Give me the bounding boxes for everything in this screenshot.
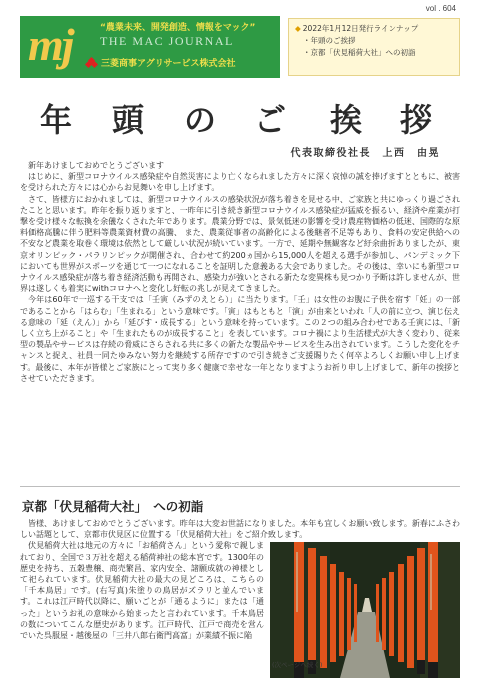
title-char: ご <box>254 101 287 139</box>
section-title: 京都「伏見稲荷大社」 への初詣 <box>22 499 204 514</box>
volume-number: vol . 604 <box>425 4 456 13</box>
logo: mj <box>28 19 73 70</box>
lineup-title-text: 2022年1月12日発行ラインナップ <box>302 24 419 33</box>
magazine-title: THE MAC JOURNAL <box>100 34 234 48</box>
lineup-item: ・年頭のご挨拶 <box>303 36 356 45</box>
tagline: “農業未来、開発創造、情報をマック” <box>100 23 256 33</box>
article-body <box>20 160 460 480</box>
paragraph: さて、皆様方におかれましては、新型コロナウイルスの感染状況が落ち着きを見せる中、ご家族と共にゆっくり過ごされたことと思います。昨年を振り返りますと、一昨年に引き続き新型コロナウイルス感染症が猛威を振るい、経済や産業が打撃を受け様々な転換を余儀なくされた年であります。農業分野では、景気低迷の影響を受け農産物価格の低迷、国際的な原料価格高騰に伴う肥料等農業資材費の高騰、 また、農業従事者の高齢化による後継者不足等もあり、食料の安定供給への不安など農業を取巻く環境は依然として厳しい状況が続いています。一方で、延期や無観客など紆余曲折ありましたが、東京オリンピック・パラリンピックが開催され、合わせて約200ヵ国から15,000人を超える選手が参加し、パンデミック下においても世界がスポーツを通じて一つになれることを証明した意義ある大会でありました。その後は、幸いにも新型コロナウイルス感染症が落ち着き経済活動も再開され、感染力が強いとされる新たな変異株も見つかり予断は許しませんが、世界は遂しくも着実にwithコロナへと変化し好転の兆しが見えてきました。 <box>20 194 460 294</box>
lineup-title <box>295 23 453 35</box>
title-char: 年 <box>40 101 73 139</box>
paragraph: 新年あけましておめでとうございます <box>28 161 164 170</box>
section-body <box>20 518 460 676</box>
paragraph: 皆様、あけましておめでとうございます。昨年は大変お世話になりました。本年も宜しくお願い致します。新春にふさわしい話題として、京都市伏見区に位置する「伏見稲荷大社」をご紹介致します。 <box>20 519 460 540</box>
title-char: 頭 <box>112 101 145 139</box>
lineup-item: ・京都「伏見稲荷大社」への初詣 <box>303 48 416 57</box>
title-char: 拶 <box>400 101 433 139</box>
diamond-bullet-icon: ◆ <box>295 24 301 33</box>
paragraph: 今年は60年で一巡する干支では「壬寅（みずのえとら）」に当たります。「壬」は女性のお腹に子供を宿す「妊」の一部であることから「はらむ」「生まれる」という意味です。「寅」はもともと「演」が由来といわれ「人の前に立つ、演じ伝える意味の「延（えん）」から「延びす・成長する」という意味を持っています。この２つの組み合わせである壬寅には、「新しく立ち上がること」や「生まれたものが成長すること」を表しています。コロナ禍により生活様式が大きく変わり、従来型の製品やサービスは存続の脅威にさらされる共に多くの新たな製品やサービスを生み出されています。こうした変化をチャンスと捉え、社員一同たゆみない努力を継続する所存ですので引き続きご支援賜りたく何卒よろしくお願い申し上げます。最後に、本年が皆様とご家族にとって実り多く健康で幸せな一年となりますようお祈り申し上げまして、新年の挨拶とさせていただきます。 <box>20 295 460 383</box>
byline: 代表取締役社長 上西 由晃 <box>290 148 440 159</box>
company-name: 三菱商事アグリサービス株式会社 <box>101 59 236 69</box>
paragraph: 伏見稲荷大社は地元の方々に「お稲荷さん」という愛称で親しまれており、全国で３万社を超える稲荷神社の総本宮です。1300年の歴史を持ち、五穀豊穣、商売繁昌、家内安全、諸願成就の神様として祀られています。伏見稲荷大社の最大の見どころは、こちらの「千本鳥居」です。(右写真)朱塗りの鳥居がズラリと並んでいます。これは江戸時代以降に、願いごとが「通るように」または「通った」というお礼の意味から始まったと言われています。千本鳥居の数についてこんな歴史があります。江戸時代、江戸で商売を営んでいた呉服屋・越後屋の「三井八郎右衛門高富」が業績不振に陥 <box>20 541 264 641</box>
masthead <box>20 16 460 78</box>
torii-gates-photo <box>270 542 460 678</box>
title-char: の <box>184 101 217 139</box>
section-divider <box>20 486 460 487</box>
title-char: 挨 <box>330 101 363 139</box>
masthead-banner <box>20 16 280 78</box>
company-row <box>86 56 236 69</box>
lineup-box <box>288 18 460 76</box>
article-title <box>40 100 440 140</box>
three-diamonds-icon <box>86 58 97 68</box>
continued-caption: (次ページへ続く) <box>272 661 323 669</box>
paragraph: はじめに、新型コロナウイルス感染症や自然災害により亡くなられました方々に深く哀悼の誠を捧げますとともに、被害を受けられた方々には心からお見舞いを申し上げます。 <box>20 172 460 193</box>
